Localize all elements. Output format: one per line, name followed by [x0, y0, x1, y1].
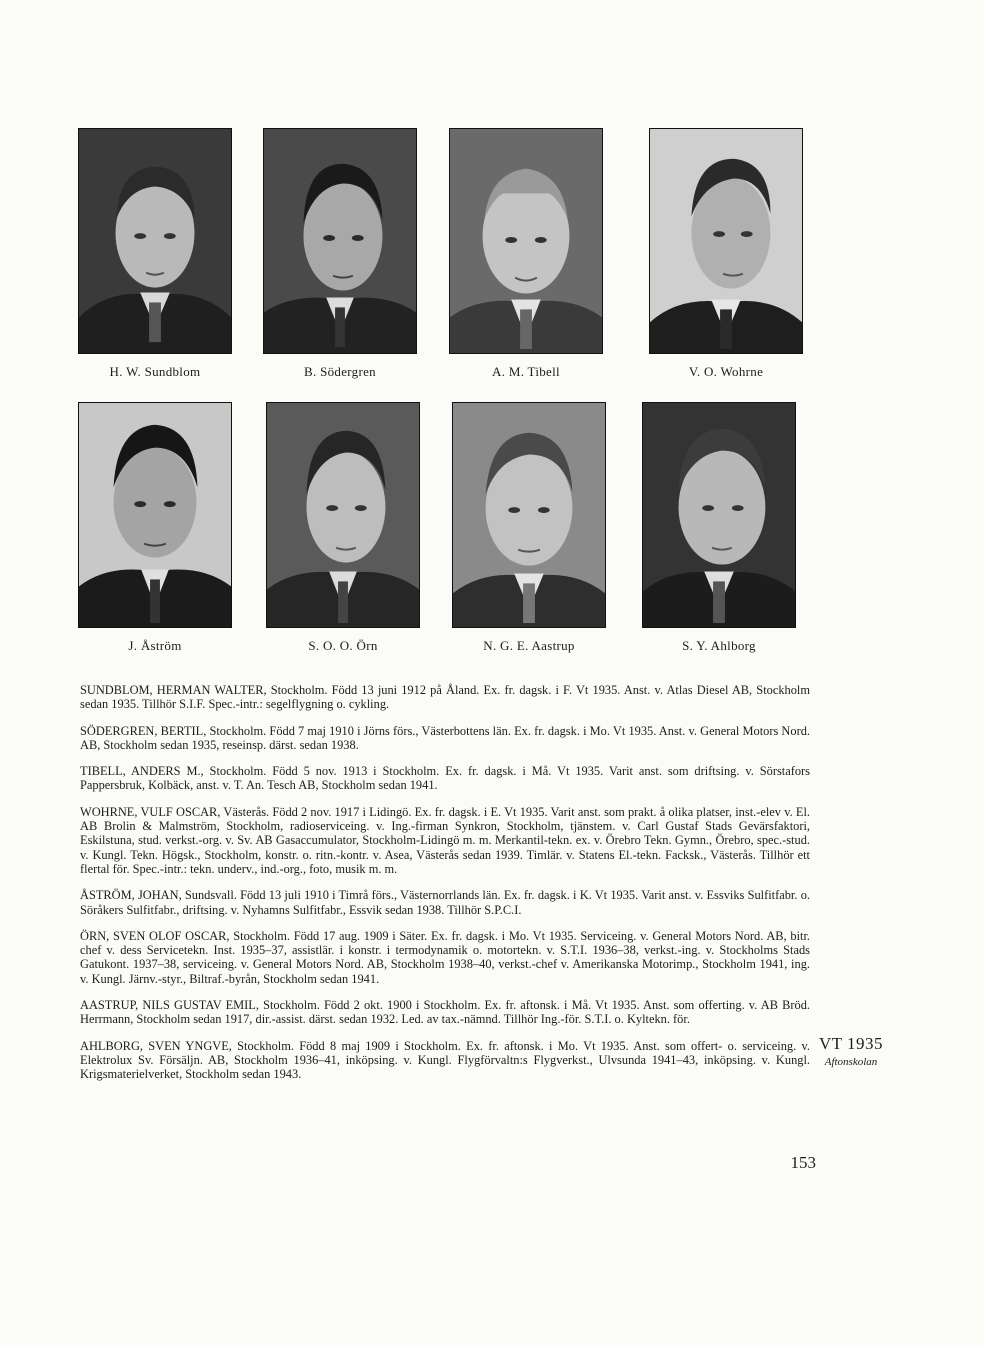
portrait-photo: [649, 128, 803, 354]
biography-entry: ÅSTRÖM, JOHAN, Sundsvall. Född 13 juli 1910 i Timrå förs., Västernorrlands län. Ex. fr. dagsk. i K. Vt 1935. Varit anst. v. Essviks Sulfitfabr. o. Söråkers Sulfitfabr., driftsing. v. Nyhamns Sulfitfabr., Essvik sedan 1938. Tillhör S.P.C.I.: [80, 888, 810, 917]
biography-entry: SUNDBLOM, HERMAN WALTER, Stockholm. Född 13 juni 1912 på Åland. Ex. fr. dagsk. i F. Vt 1935. Anst. v. Atlas Diesel AB, Stockholm sedan 1935. Tillhör S.I.F. Spec.-intr.: segelflygning o. cykling.: [80, 683, 810, 712]
portrait-ahlborg: [642, 402, 796, 654]
page-number: 153: [790, 1153, 816, 1172]
biography-entry: AHLBORG, SVEN YNGVE, Stockholm. Född 8 maj 1909 i Stockholm. Ex. fr. aftonsk. i Mo. Vt 1935. Anst. som offert- o. serviceing. v. Elektrolux Sv. Försäljn. AB, Stockholm 1936–41, inköpsing. v. Kungl. Flygförvaltn:s Flygverkst., Ulvsunda 1941–43, inköpsing. v. Kungl. Krigsmaterielverket, Stockholm sedan 1943.: [80, 1038, 810, 1082]
portrait-caption: V. O. Wohrne: [688, 364, 764, 379]
biography-entry: ÖRN, SVEN OLOF OSCAR, Stockholm. Född 17 aug. 1909 i Säter. Ex. fr. dagsk. i Mo. Vt 1935. Serviceing. v. General Motors Nord. AB, bitr. chef v. dess Servicetekn. Inst. 1935–37, assistlär. i konstr. i termodynamik o. motortekn. v. S.T.I. 1936–38, verkst.-ing. v. Stockholms Stads Gatukont. 1937–38, serviceing. v. General Motors Nord. AB, Stockholm 1938–40, verkst.-chef v. Amerikanska Motorimp., Stockholm 1941, ing. v. Kungl. Järnv.-styr., Biltraf.-byrån, Stockholm sedan 1941.: [80, 928, 810, 986]
portrait-photo: [263, 128, 417, 354]
portrait-caption: S. Y. Ahlborg: [682, 638, 756, 653]
portrait-photo: [78, 128, 232, 354]
biography-entry: SÖDERGREN, BERTIL, Stockholm. Född 7 maj 1910 i Jörns förs., Västerbottens län. Ex. fr. dagsk. i Mo. Vt 1935. Anst. v. General Motors Nord. AB, Stockholm sedan 1935, reseinsp. därst. sedan 1938.: [80, 723, 810, 752]
portrait-sodergren: [263, 128, 417, 380]
portrait-aastrup: [452, 402, 606, 654]
biography-entry: AASTRUP, NILS GUSTAV EMIL, Stockholm. Född 2 okt. 1900 i Stockholm. Ex. fr. aftonsk. i Må. Vt 1935. Anst. som offerting. v. AB Bröd. Herrmann, Stockholm sedan 1917, dir.-assist. därst. sedan 1932. Led. av tax.-nämnd. Tillhör Ing.-för. S.T.I. o. Kyltekn. för.: [80, 998, 810, 1027]
portrait-photo: [78, 402, 232, 628]
portrait-caption: N. G. E. Aastrup: [483, 638, 575, 653]
school-label: Aftonskolan: [824, 1056, 878, 1068]
portrait-sundblom: [78, 128, 232, 380]
portrait-photo: [266, 402, 420, 628]
biography-list: [80, 683, 810, 1094]
biography-entry: WOHRNE, VULF OSCAR, Västerås. Född 2 nov. 1917 i Lidingö. Ex. fr. dagsk. i E. Vt 1935. Varit anst. som prakt. å olika platser, inst.-elev v. El. AB Brolin & Malmström, Stockholm, radioserviceing. v. Ing.-firman Synkron, Stockholm, tjänstem. v. Carl Gustaf Stads Gevärsfaktori, Eskilstuna, stud. verkst.-org. v. Sv. AB Gasaccumulator, Stockholm-Lidingö m. m. Merkantil-tekn. ex. v. Örebro Tekn. Gymn., Örebro, spec.-stud. v. Kungl. Tekn. Högsk., Stockholm, konstr. o. ritn.-kontr. v. Asea, Västerås sedan 1939. Timlär. v. Statens El.-tekn. Facksk., Västerås. Tillhör ett flertal för. Spec.-intr.: tekn. underv., ind.-org., foto, musik m. m.: [80, 804, 810, 876]
portrait-caption: B. Södergren: [304, 364, 376, 379]
portrait-photo: [452, 402, 606, 628]
biography-entry: TIBELL, ANDERS M., Stockholm. Född 5 nov. 1913 i Stockholm. Ex. fr. dagsk. i Må. Vt 1935. Varit anst. som driftsing. v. Sörstafors Pappersbruk, Kolbäck, anst. v. T. An. Tesch AB, Stockholm sedan 1941.: [80, 764, 810, 793]
portrait-orn: [266, 402, 420, 654]
portrait-astrom: [78, 402, 232, 654]
portrait-caption: J. Åström: [128, 638, 182, 653]
portrait-wohrne: [649, 128, 803, 380]
margin-note: [815, 1034, 887, 1068]
portrait-photo: [449, 128, 603, 354]
portrait-caption: H. W. Sundblom: [109, 364, 201, 379]
portrait-photo: [642, 402, 796, 628]
portrait-caption: A. M. Tibell: [492, 364, 560, 379]
portrait-caption: S. O. O. Örn: [308, 638, 378, 653]
term-label: VT 1935: [818, 1034, 884, 1053]
portrait-tibell: [449, 128, 603, 380]
